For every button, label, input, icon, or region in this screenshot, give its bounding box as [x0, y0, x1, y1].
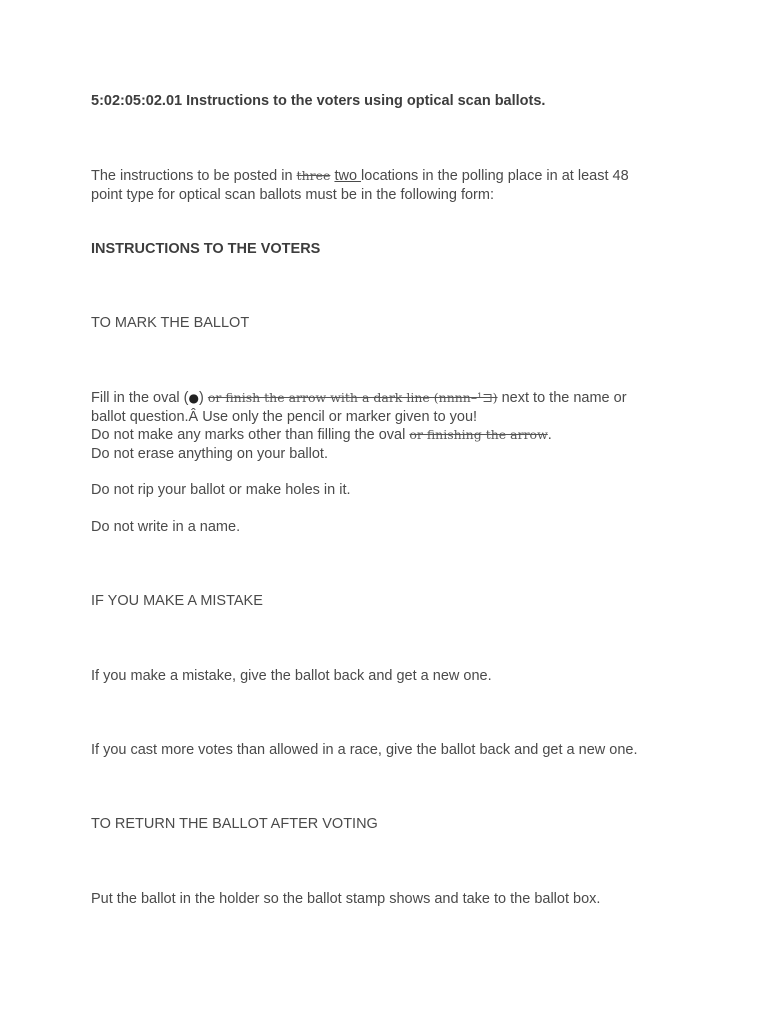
main-heading: INSTRUCTIONS TO THE VOTERS: [91, 241, 321, 257]
no-rip-line: Do not rip your ballot or make holes in it.: [91, 482, 351, 498]
struck-finishing-arrow: or finishing the arrow: [409, 427, 548, 442]
struck-arrow-text: or finish the arrow with a dark line (nnnn–¹⊐): [207, 390, 498, 405]
heading-mark-ballot: TO MARK THE BALLOT: [91, 315, 250, 331]
intro-paragraph: [91, 167, 629, 204]
no-erase-line: Do not erase anything on your ballot.: [91, 445, 328, 462]
filled-oval-icon: ●: [188, 391, 199, 405]
mistake-paragraph-1: If you make a mistake, give the ballot back and get a new one.: [91, 668, 492, 684]
intro-line-2: point type for optical scan ballots must be in the following form:: [91, 186, 494, 203]
fill-text-a: Fill in the oval (: [91, 390, 189, 406]
marks-text-period: .: [547, 427, 552, 443]
heading-return-ballot: TO RETURN THE BALLOT AFTER VOTING: [91, 816, 378, 832]
no-write-in-line: Do not write in a name.: [91, 519, 241, 535]
return-paragraph: Put the ballot in the holder so the ballot stamp shows and take to the ballot box.: [91, 891, 601, 907]
inserted-word-two: two: [334, 168, 362, 184]
intro-line-1: [91, 167, 629, 186]
intro-text: The instructions to be posted in: [91, 168, 297, 184]
no-other-marks-line: [91, 426, 627, 445]
document-title: 5:02:05:02.01 Instructions to the voters using optical scan ballots.: [91, 93, 546, 109]
mark-instructions: [91, 389, 627, 463]
mistake-paragraph-2: If you cast more votes than allowed in a race, give the ballot back and get a new one.: [91, 742, 638, 758]
struck-word-three: three: [296, 168, 331, 183]
fill-oval-line: [91, 389, 627, 408]
intro-text-cont: locations in the polling place in at least 48: [361, 168, 629, 184]
ballot-question-line: ballot question.Â Use only the pencil or marker given to you!: [91, 408, 478, 425]
fill-text-b: ): [199, 390, 208, 406]
fill-text-c: next to the name or: [497, 390, 627, 406]
heading-mistake: IF YOU MAKE A MISTAKE: [91, 593, 263, 609]
marks-text-a: Do not make any marks other than filling the oval: [91, 427, 410, 443]
